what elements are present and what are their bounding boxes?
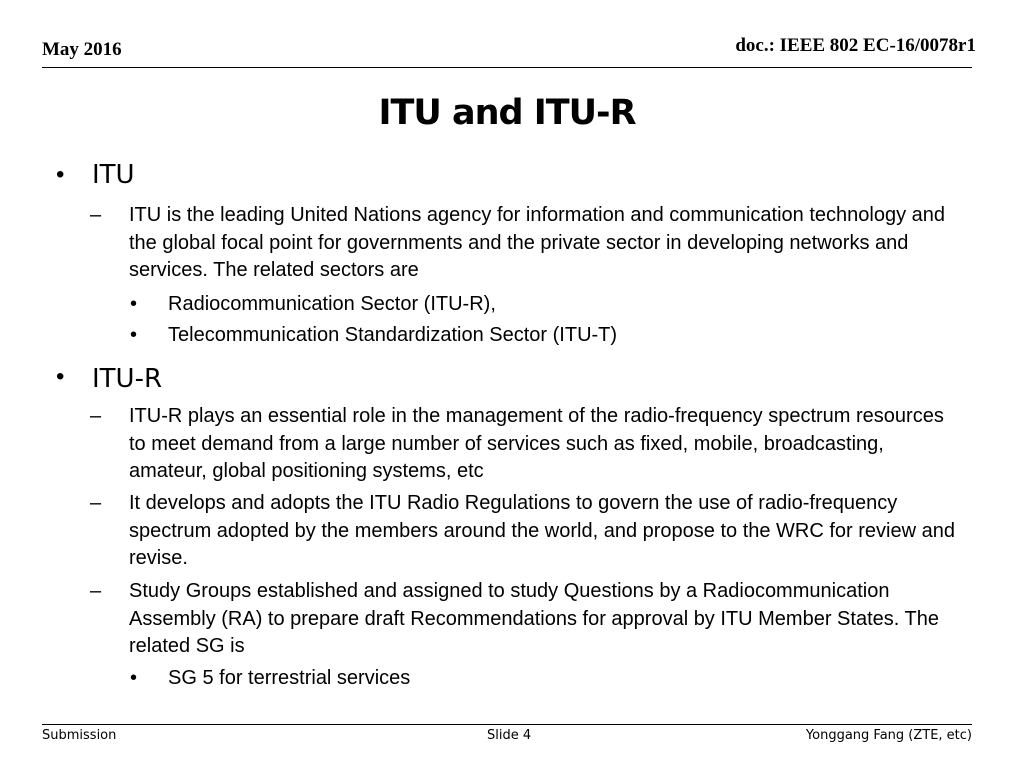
header-doc-id: doc.: IEEE 802 EC-16/0078r1	[735, 35, 976, 56]
section-bullet: •	[56, 363, 65, 390]
header-date: May 2016	[42, 39, 122, 60]
section-bullet: •	[56, 161, 65, 188]
slide-title: ITU and ITU-R	[378, 93, 636, 133]
footer-author: Yonggang Fang (ZTE, etc)	[805, 728, 972, 743]
subitem-bullet: •	[130, 667, 138, 689]
section-heading-itu: ITU	[92, 160, 135, 190]
footer-slide-number: Slide 4	[487, 728, 532, 743]
subitem-bullet: •	[130, 293, 138, 315]
item-dash: –	[90, 492, 102, 514]
header-divider	[42, 67, 972, 68]
section-heading-itu-r: ITU-R	[92, 364, 163, 394]
footer-submission: Submission	[42, 728, 117, 743]
subitem-text: SG 5 for terrestrial services	[168, 667, 411, 689]
footer-divider	[42, 724, 972, 725]
item-dash: –	[90, 204, 102, 226]
item-text: ITU-R plays an essential role in the management of the radio-frequency spectrum resources to meet demand from a large number of services such as fixed, mobile, broadcasting, amateur, global positioning systems, etc	[129, 405, 944, 482]
item-text: ITU is the leading United Nations agency for information and communication technology and the global focal point for governments and the private sector in developing networks and services. The related sectors are	[129, 204, 946, 281]
subitem-text: Radiocommunication Sector (ITU-R),	[168, 293, 496, 315]
subitem-bullet: •	[130, 324, 138, 346]
subitem-text: Telecommunication Standardization Sector (ITU-T)	[168, 324, 618, 346]
item-text: It develops and adopts the ITU Radio Regulations to govern the use of radio-frequency spectrum adopted by the members around the world, and propose to the WRC for review and revise.	[129, 492, 955, 569]
item-dash: –	[90, 405, 102, 427]
item-text: Study Groups established and assigned to study Questions by a Radiocommunication Assembly (RA) to prepare draft Recommendations for approval by ITU Member States. The related SG is	[129, 580, 939, 657]
item-dash: –	[90, 580, 102, 602]
